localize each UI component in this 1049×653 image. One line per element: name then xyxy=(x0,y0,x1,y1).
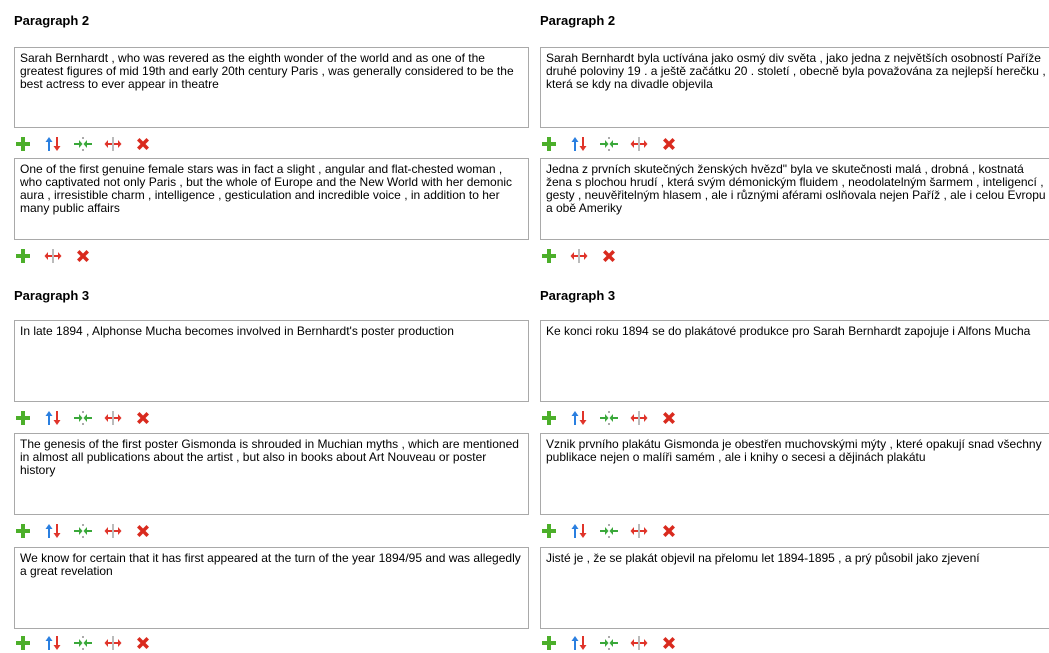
segment-toolbar xyxy=(14,634,164,652)
segment-toolbar xyxy=(540,135,690,153)
swap-arrows-icon[interactable] xyxy=(44,135,62,153)
plus-icon[interactable] xyxy=(14,634,32,652)
split-icon[interactable] xyxy=(104,409,122,427)
split-icon[interactable] xyxy=(104,135,122,153)
merge-icon[interactable] xyxy=(600,409,618,427)
segment-text-box[interactable]: Vznik prvního plakátu Gismonda je obestřen muchovskými mýty , které opakují snad všechny publikace nejen o malíři samém , ale i knihy o secesi a dějinách plakátu xyxy=(540,433,1049,515)
delete-x-icon[interactable] xyxy=(660,135,678,153)
paragraph-title: Paragraph 3 xyxy=(14,288,90,303)
merge-icon[interactable] xyxy=(600,135,618,153)
swap-arrows-icon[interactable] xyxy=(570,135,588,153)
split-icon[interactable] xyxy=(630,135,648,153)
split-icon[interactable] xyxy=(570,247,588,265)
plus-icon[interactable] xyxy=(14,247,32,265)
swap-arrows-icon[interactable] xyxy=(44,634,62,652)
swap-arrows-icon[interactable] xyxy=(44,522,62,540)
segment-text-box[interactable]: Jedna z prvních skutečných ženských hvězd" byla ve skutečnosti malá , drobná , kostnatá žena s plochou hrudí , která svým démonickým fluidem , neodolatelným šarmem , inteligencí , gesty , neuvěřitelným hlasem , ale i různými aférami oslňovala nejen Paříž , ale i celou Evropu a obě Ameriky xyxy=(540,158,1049,240)
segment-text-box[interactable]: We know for certain that it has first appeared at the turn of the year 1894/95 and was allegedly a great revelation xyxy=(14,547,529,629)
plus-icon[interactable] xyxy=(540,135,558,153)
segment-text-box[interactable]: The genesis of the first poster Gismonda is shrouded in Muchian myths , which are mentioned in almost all publications about the artist , but also in books about Art Nouveau or poster history xyxy=(14,433,529,515)
plus-icon[interactable] xyxy=(14,135,32,153)
segment-toolbar xyxy=(14,409,164,427)
segment-toolbar xyxy=(540,409,690,427)
paragraph-title: Paragraph 2 xyxy=(14,13,90,28)
plus-icon[interactable] xyxy=(540,634,558,652)
segment-text-box[interactable]: One of the first genuine female stars was in fact a slight , angular and flat-chested woman , who captivated not only Paris , but the whole of Europe and the New World with her demonic aura , irresistible charm , intelligence , gesticulation and incredible voice , in addition to her many public affairs xyxy=(14,158,529,240)
delete-x-icon[interactable] xyxy=(660,409,678,427)
segment-toolbar xyxy=(14,522,164,540)
segment-text-box[interactable]: Ke konci roku 1894 se do plakátové produkce pro Sarah Bernhardt zapojuje i Alfons Mucha xyxy=(540,320,1049,402)
delete-x-icon[interactable] xyxy=(74,247,92,265)
merge-icon[interactable] xyxy=(600,522,618,540)
paragraph-title: Paragraph 2 xyxy=(540,13,616,28)
segment-toolbar xyxy=(540,634,690,652)
split-icon[interactable] xyxy=(630,634,648,652)
segment-toolbar xyxy=(14,135,164,153)
split-icon[interactable] xyxy=(104,522,122,540)
segment-toolbar xyxy=(540,522,690,540)
segment-toolbar xyxy=(540,247,630,265)
delete-x-icon[interactable] xyxy=(134,135,152,153)
swap-arrows-icon[interactable] xyxy=(570,634,588,652)
swap-arrows-icon[interactable] xyxy=(570,409,588,427)
split-icon[interactable] xyxy=(44,247,62,265)
delete-x-icon[interactable] xyxy=(134,634,152,652)
merge-icon[interactable] xyxy=(74,135,92,153)
merge-icon[interactable] xyxy=(74,409,92,427)
swap-arrows-icon[interactable] xyxy=(570,522,588,540)
plus-icon[interactable] xyxy=(540,409,558,427)
segment-text-box[interactable]: In late 1894 , Alphonse Mucha becomes involved in Bernhardt's poster production xyxy=(14,320,529,402)
segment-text-box[interactable]: Sarah Bernhardt , who was revered as the eighth wonder of the world and as one of the greatest figures of mid 19th and early 20th century Paris , was generally considered to be the best actress to ever appear in theatre xyxy=(14,47,529,128)
plus-icon[interactable] xyxy=(14,409,32,427)
split-icon[interactable] xyxy=(104,634,122,652)
delete-x-icon[interactable] xyxy=(660,522,678,540)
plus-icon[interactable] xyxy=(540,522,558,540)
plus-icon[interactable] xyxy=(14,522,32,540)
split-icon[interactable] xyxy=(630,522,648,540)
paragraph-title: Paragraph 3 xyxy=(540,288,616,303)
segment-text-box[interactable]: Sarah Bernhardt byla uctívána jako osmý div světa , jako jedna z největších osobností Paříže druhé poloviny 19 . a ještě začátku 20 . století , obecně byla považována za nejlepší herečku , která se kdy na divadle objevila xyxy=(540,47,1049,128)
merge-icon[interactable] xyxy=(600,634,618,652)
delete-x-icon[interactable] xyxy=(134,522,152,540)
swap-arrows-icon[interactable] xyxy=(44,409,62,427)
delete-x-icon[interactable] xyxy=(600,247,618,265)
delete-x-icon[interactable] xyxy=(660,634,678,652)
segment-toolbar xyxy=(14,247,104,265)
split-icon[interactable] xyxy=(630,409,648,427)
segment-text-box[interactable]: Jisté je , že se plakát objevil na přelomu let 1894-1895 , a prý působil jako zjevení xyxy=(540,547,1049,629)
plus-icon[interactable] xyxy=(540,247,558,265)
delete-x-icon[interactable] xyxy=(134,409,152,427)
merge-icon[interactable] xyxy=(74,522,92,540)
merge-icon[interactable] xyxy=(74,634,92,652)
